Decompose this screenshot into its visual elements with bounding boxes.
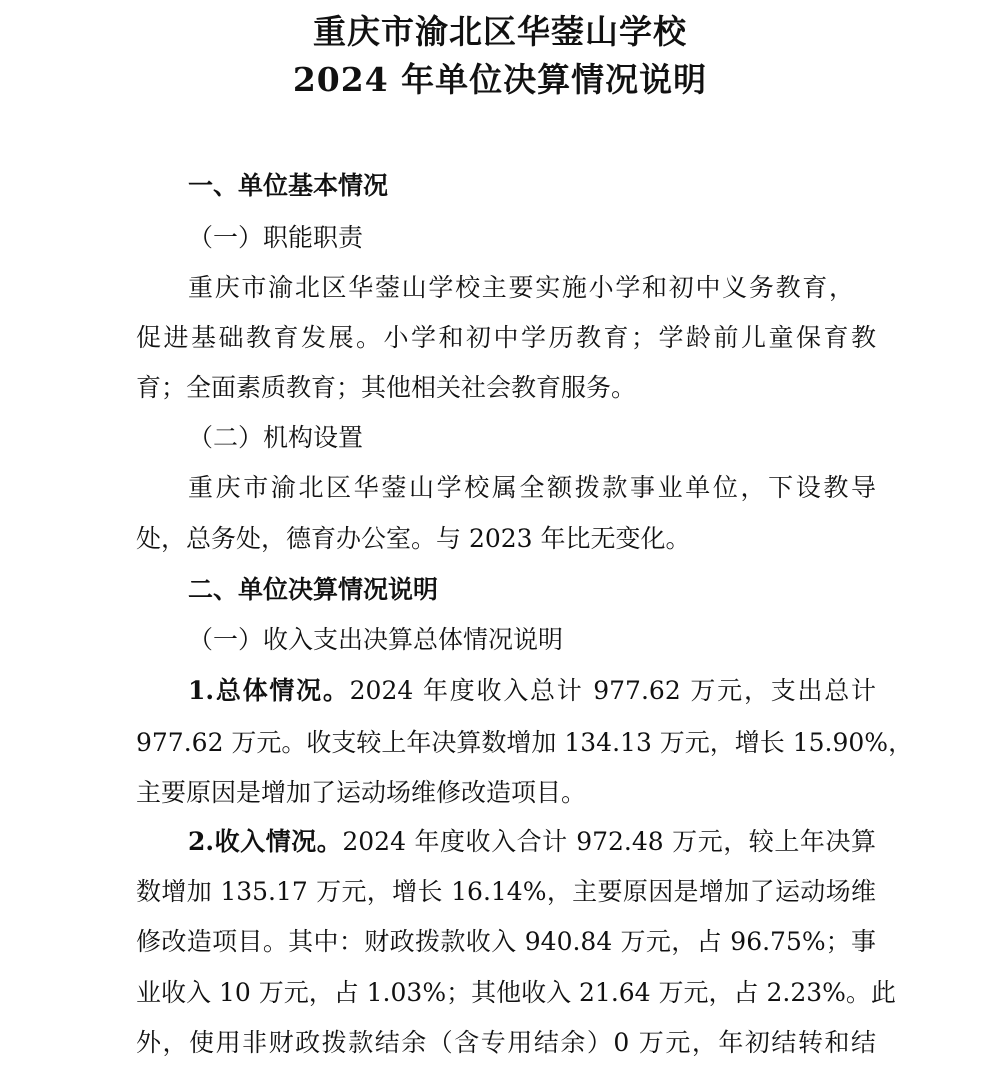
section1-sub1-line3: 育；全面素质教育；其他相关社会教育服务。 bbox=[136, 373, 637, 402]
section2-p1-line1 bbox=[188, 674, 876, 708]
section2-p1-line1-text: 2024 年度收入总计 977.62 万元，支出总计 bbox=[349, 676, 876, 705]
section2-sub1-heading: （一）收入支出决算总体情况说明 bbox=[188, 625, 564, 654]
section1-sub2-line2: 处，总务处，德育办公室。与 2023 年比无变化。 bbox=[136, 524, 691, 553]
section2-p1-line2: 977.62 万元。收支较上年决算数增加 134.13 万元，增长 15.90%， bbox=[136, 728, 914, 757]
section1-sub1-line1: 重庆市渝北区华蓥山学校主要实施小学和初中义务教育， bbox=[188, 273, 854, 302]
section1-sub1-line2: 促进基础教育发展。小学和初中学历教育；学龄前儿童保育教 bbox=[136, 323, 876, 352]
section2-p2-line1-text: 2024 年度收入合计 972.48 万元，较上年决算 bbox=[342, 827, 876, 856]
section1-sub2-heading: （二）机构设置 bbox=[188, 423, 364, 452]
section2-heading: 二、单位决算情况说明 bbox=[188, 575, 439, 604]
section2-p1-lead: 1.总体情况。 bbox=[188, 676, 350, 705]
section2-p2-line1 bbox=[188, 825, 876, 859]
section2-p2-lead: 2.收入情况。 bbox=[188, 827, 343, 856]
section2-p2-line3: 修改造项目。其中：财政拨款收入 940.84 万元，占 96.75%；事 bbox=[136, 927, 876, 956]
section1-sub2-line1: 重庆市渝北区华蓥山学校属全额拨款事业单位，下设教导 bbox=[188, 473, 876, 502]
section2-p2-line4: 业收入 10 万元，占 1.03%；其他收入 21.64 万元，占 2.23%。此 bbox=[136, 978, 896, 1007]
section2-p2-line5: 外，使用非财政拨款结余（含专用结余）0 万元，年初结转和结 bbox=[136, 1028, 876, 1057]
section1-sub1-heading: （一）职能职责 bbox=[188, 223, 364, 252]
document-title-line1: 重庆市渝北区华蓥山学校 bbox=[313, 12, 687, 51]
section2-p1-line3: 主要原因是增加了运动场维修改造项目。 bbox=[136, 778, 587, 807]
section2-p2-line2: 数增加 135.17 万元，增长 16.14%，主要原因是增加了运动场维 bbox=[136, 877, 876, 906]
document-title-line2: 2024 年单位决算情况说明 bbox=[292, 60, 708, 99]
section1-heading: 一、单位基本情况 bbox=[188, 171, 389, 200]
